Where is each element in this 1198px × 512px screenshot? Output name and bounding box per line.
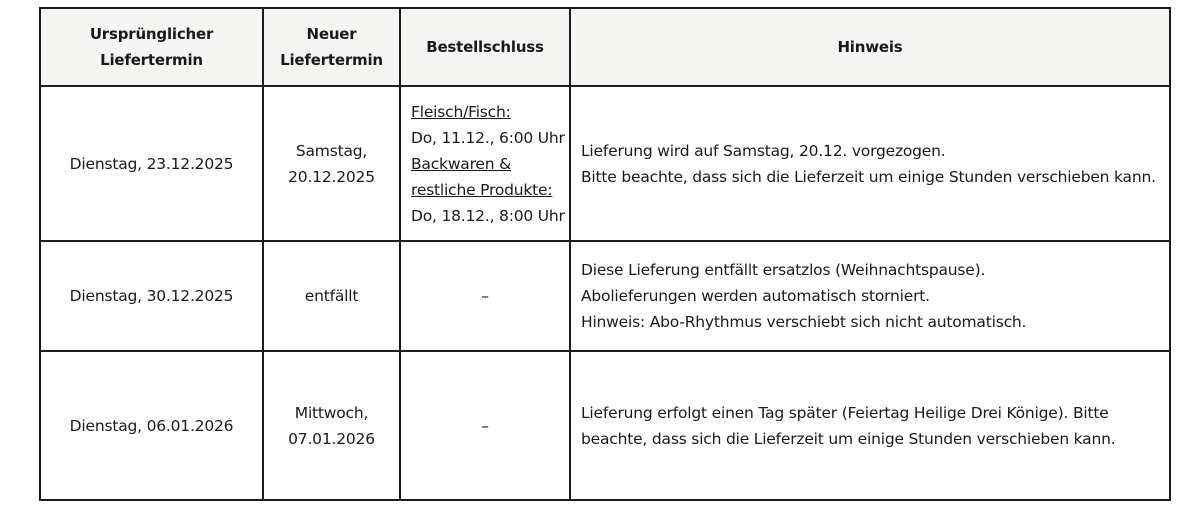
note-cell: Lieferung wird auf Samstag, 20.12. vorgezogen. Bitte beachte, dass sich die Lieferzeit um einige Stunden verschieben kann. <box>570 86 1170 241</box>
new-date-cell: entfällt <box>263 241 400 351</box>
order-deadline-cell <box>400 86 570 241</box>
order-deadline-cell: – <box>400 351 570 500</box>
delivery-schedule-table <box>39 7 1171 501</box>
original-date-cell: Dienstag, 06.01.2026 <box>40 351 263 500</box>
header-new-date: Neuer Liefertermin <box>263 8 400 86</box>
new-date-cell: Samstag, 20.12.2025 <box>263 86 400 241</box>
deadline-category-bakery: Backwaren & <box>411 154 512 173</box>
original-date-cell: Dienstag, 23.12.2025 <box>40 86 263 241</box>
deadline-category-other: restliche Produkte: <box>411 180 553 199</box>
table-row <box>40 86 1170 241</box>
deadline-category-meat-fish: Fleisch/Fisch: <box>411 102 511 121</box>
note-cell: Lieferung erfolgt einen Tag später (Feiertag Heilige Drei Könige). Bitte beachte, dass sich die Lieferzeit um einige Stunden verschieben kann. <box>570 351 1170 500</box>
header-note: Hinweis <box>570 8 1170 86</box>
header-original-date: Ursprünglicher Liefertermin <box>40 8 263 86</box>
deadline-time: Do, 11.12., 6:00 Uhr <box>411 128 565 147</box>
table-header-row <box>40 8 1170 86</box>
table-row <box>40 241 1170 351</box>
deadline-time: Do, 18.12., 8:00 Uhr <box>411 206 565 225</box>
header-order-deadline: Bestellschluss <box>400 8 570 86</box>
note-cell: Diese Lieferung entfällt ersatzlos (Weihnachtspause). Abolieferungen werden automatisch storniert. Hinweis: Abo-Rhythmus verschiebt sich nicht automatisch. <box>570 241 1170 351</box>
original-date-cell: Dienstag, 30.12.2025 <box>40 241 263 351</box>
new-date-cell: Mittwoch, 07.01.2026 <box>263 351 400 500</box>
order-deadline-cell: – <box>400 241 570 351</box>
table-row <box>40 351 1170 500</box>
